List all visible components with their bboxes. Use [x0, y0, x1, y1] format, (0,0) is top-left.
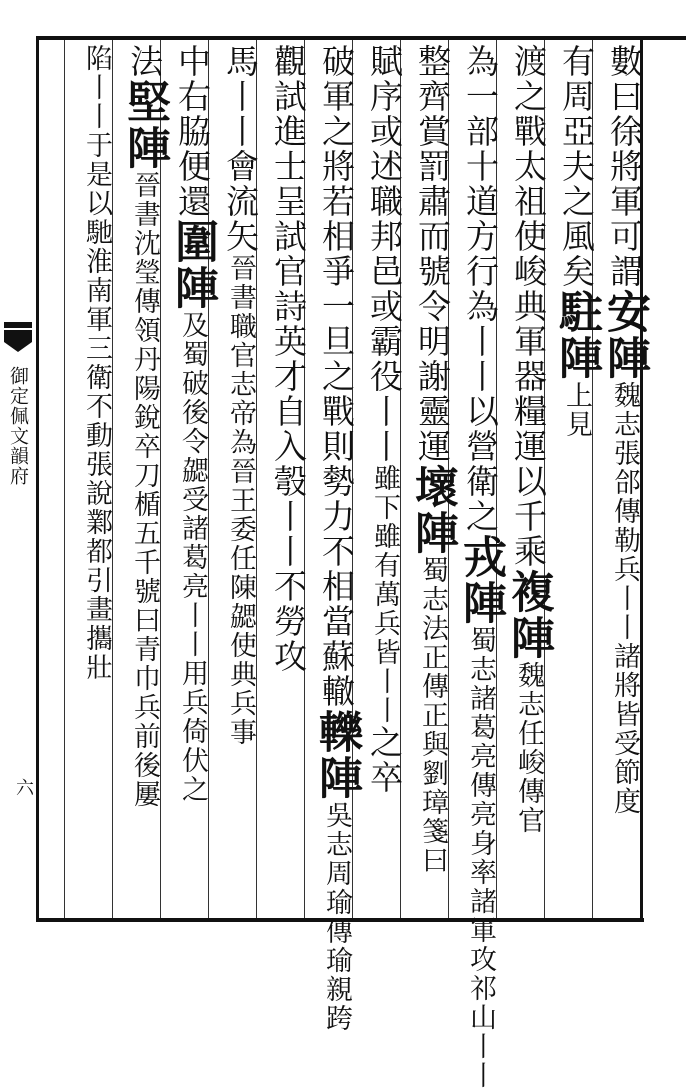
column-text: 有周亞夫之風矣 — [557, 44, 596, 289]
column-text: 為一部十道方行為丨丨以營衛之 — [461, 44, 500, 534]
heading-rong-zhen: 戎陣 — [455, 534, 506, 626]
heading-jian-zhen: 堅陣 — [119, 79, 170, 171]
heading-zhu-zhen: 駐陣 — [551, 289, 602, 381]
column-text: 賦序或述職邦邑或霸役丨丨 — [365, 44, 404, 464]
note-li-zhen: 吳志周瑜傳瑜親跨 — [321, 801, 352, 1033]
column-text: 法 — [125, 44, 164, 79]
frame-left-rule — [36, 36, 39, 922]
column-text: 渡之戰太祖使峻典軍器糧運以千乘 — [509, 44, 548, 569]
note-text: 晉書職官志帝為晉王委任陳勰使典兵事 — [225, 254, 256, 747]
column-text-end: 之卒 — [365, 725, 404, 795]
text-column-8 — [260, 44, 308, 914]
column-text: 中右脇便還 — [173, 44, 212, 219]
heading-wei-zhen: 圍陣 — [167, 219, 218, 311]
text-column-10 — [164, 44, 218, 914]
column-text: 陷丨丨于是以馳淮南軍三衛不動張說鄴都引畫攜壯 — [81, 44, 112, 682]
text-column-6 — [356, 44, 404, 914]
column-text: 觀試進士呈試官詩英才自入彀丨丨 — [269, 44, 308, 569]
note-text: 及蜀破後令勰受諸葛亮丨丨用兵倚伏之 — [177, 311, 208, 804]
text-column-2 — [548, 44, 602, 914]
text-column-11 — [116, 44, 170, 914]
frame-top-rule — [36, 36, 686, 40]
note-fu-zhen: 魏志任峻傳官 — [513, 661, 544, 835]
fish-tail-mark-icon — [2, 322, 34, 358]
note-an-zhen: 魏志張郃傳勒兵丨丨諸將皆受節度 — [609, 381, 640, 816]
text-column-3 — [500, 44, 554, 914]
text-column-7 — [308, 44, 362, 1033]
note-text: 晉書沈瑩傳領丹陽銳卒刀楯五千號曰青巾兵前後屢 — [129, 171, 160, 809]
note-rong-zhen: 蜀志諸葛亮傳亮身率諸軍攻祁山丨丨 — [465, 626, 496, 1090]
text-column-12 — [68, 44, 116, 914]
heading-fu-zhen: 複陣 — [503, 569, 554, 661]
text-column-1 — [596, 44, 650, 914]
heading-an-zhen: 安陣 — [599, 289, 650, 381]
column-text: 數曰徐將軍可謂 — [605, 44, 644, 289]
heading-huai-zhen: 壞陣 — [407, 464, 458, 556]
heading-li-zhen: 轢陣 — [311, 709, 362, 801]
text-column-5 — [404, 44, 458, 914]
fore-edge-margin — [0, 36, 36, 922]
text-column-9 — [212, 44, 260, 914]
column-text: 破軍之將若相爭一旦之戰則勢力不相當蘇轍 — [317, 44, 356, 709]
column-text-tail: 雖下雖有萬兵皆丨丨 — [369, 464, 400, 725]
book-title: 御定佩文韻府 — [7, 366, 29, 486]
page-number: 六 — [13, 778, 34, 796]
column-text: 馬丨丨會流矢 — [221, 44, 260, 254]
column-text: 整齊賞罰肅而號令明謝靈運 — [413, 44, 452, 464]
text-column-4 — [452, 44, 506, 1090]
note-huai-zhen: 蜀志法正傳正與劉璋箋曰 — [417, 556, 448, 875]
note-zhu-zhen: 上見 — [561, 381, 592, 439]
column-divider — [64, 40, 65, 918]
column-text-end: 不勞攻 — [269, 569, 308, 674]
